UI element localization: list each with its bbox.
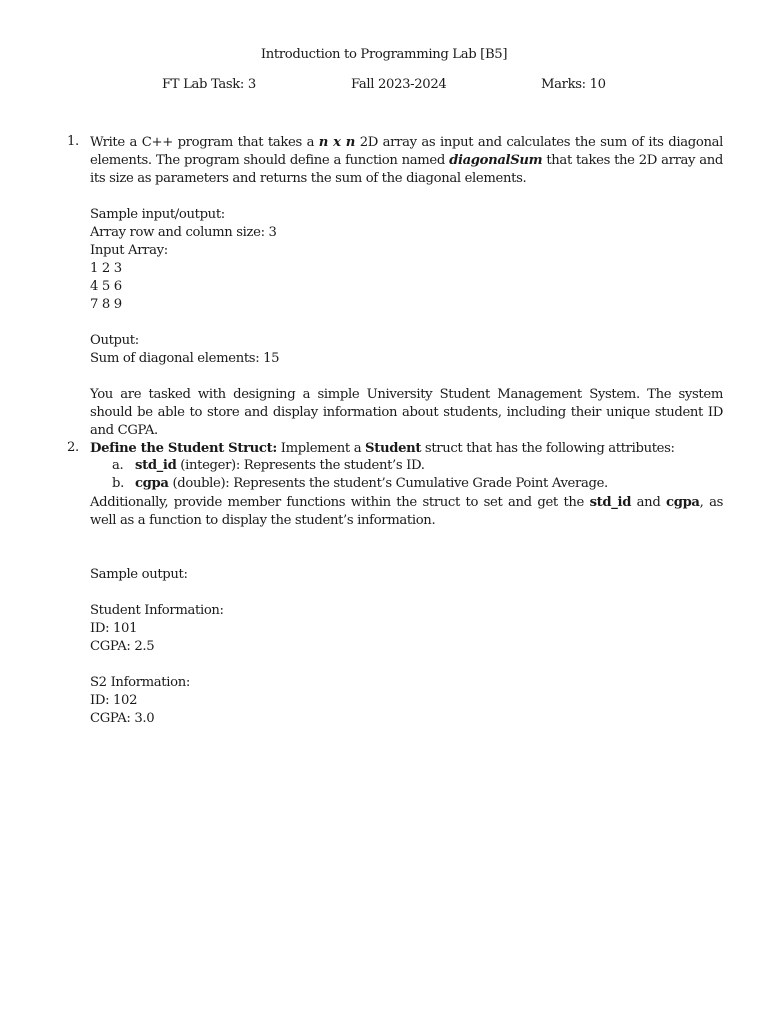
q1-array-row: 1 2 3 — [90, 261, 122, 276]
attribute-letter: b. — [112, 476, 124, 491]
question-1-text — [90, 134, 723, 189]
q1-text-b: 2D array as input and calculates the sum of its diagonal elements. The program should define a function named — [90, 135, 723, 169]
q2-heading: Define the Student Struct: — [90, 441, 277, 456]
sample-output-line: CGPA: 2.5 — [90, 639, 155, 654]
q2-add-a: Additionally, provide member functions within the struct to set and get the — [90, 495, 590, 510]
q2-add-mid: and — [631, 495, 667, 510]
q2-add-std-id: std_id — [589, 495, 632, 510]
q2-sample-heading: Sample output: — [90, 567, 188, 582]
attribute-name: std_id — [135, 458, 177, 473]
q1-text-c: that takes the 2D array and its size as parameters and returns the sum of the diagonal elements. — [90, 153, 724, 187]
q1-function-name: diagonalSum — [449, 153, 543, 169]
q1-size-line: Array row and column size: 3 — [90, 225, 277, 240]
attribute-desc: (integer): Represents the student’s ID. — [176, 458, 425, 473]
q2-add-c: , as well as a function to display the student’s information. — [90, 495, 724, 529]
q1-nxn: n x n — [318, 135, 355, 150]
q1-output-line: Sum of diagonal elements: 15 — [90, 351, 280, 366]
q1-output-heading: Output: — [90, 333, 139, 348]
sample-output-line: S2 Information: — [90, 675, 190, 690]
q2-struct-name: Student — [365, 441, 422, 456]
sample-output-line: ID: 101 — [90, 621, 138, 636]
term-label: Fall 2023-2024 — [351, 77, 447, 92]
q1-array-row: 7 8 9 — [90, 297, 122, 312]
sample-output-line: Student Information: — [90, 603, 224, 618]
q2-lead-b: struct that has the following attributes: — [421, 441, 675, 456]
attribute-item — [135, 476, 608, 491]
sample-output-line: CGPA: 3.0 — [90, 711, 155, 726]
lab-task-label: FT Lab Task: 3 — [162, 77, 256, 92]
attribute-desc: (double): Represents the student’s Cumulative Grade Point Average. — [168, 476, 608, 491]
q2-additional-paragraph — [90, 494, 723, 530]
q2-lead-a: Implement a — [276, 441, 366, 456]
attribute-letter: a. — [112, 458, 124, 473]
question-1-number: 1. — [67, 134, 79, 149]
question-2-number: 2. — [67, 440, 79, 455]
sample-output-line: ID: 102 — [90, 693, 138, 708]
q1-array-row: 4 5 6 — [90, 279, 122, 294]
attribute-name: cgpa — [135, 476, 169, 491]
q1-input-heading: Input Array: — [90, 243, 168, 258]
q2-add-cgpa: cgpa — [666, 495, 700, 510]
q1-text-a: Write a C++ program that takes a — [90, 135, 319, 150]
system-intro-paragraph: You are tasked with designing a simple University Student Management System. The system should be able to store and display information about students, including their unique student ID and CGPA. — [90, 387, 723, 439]
attribute-item — [135, 458, 425, 473]
document-title: Introduction to Programming Lab [B5] — [260, 47, 508, 62]
marks-label: Marks: 10 — [541, 77, 606, 92]
q1-sample-heading: Sample input/output: — [90, 207, 225, 222]
question-2-lead — [90, 440, 675, 458]
